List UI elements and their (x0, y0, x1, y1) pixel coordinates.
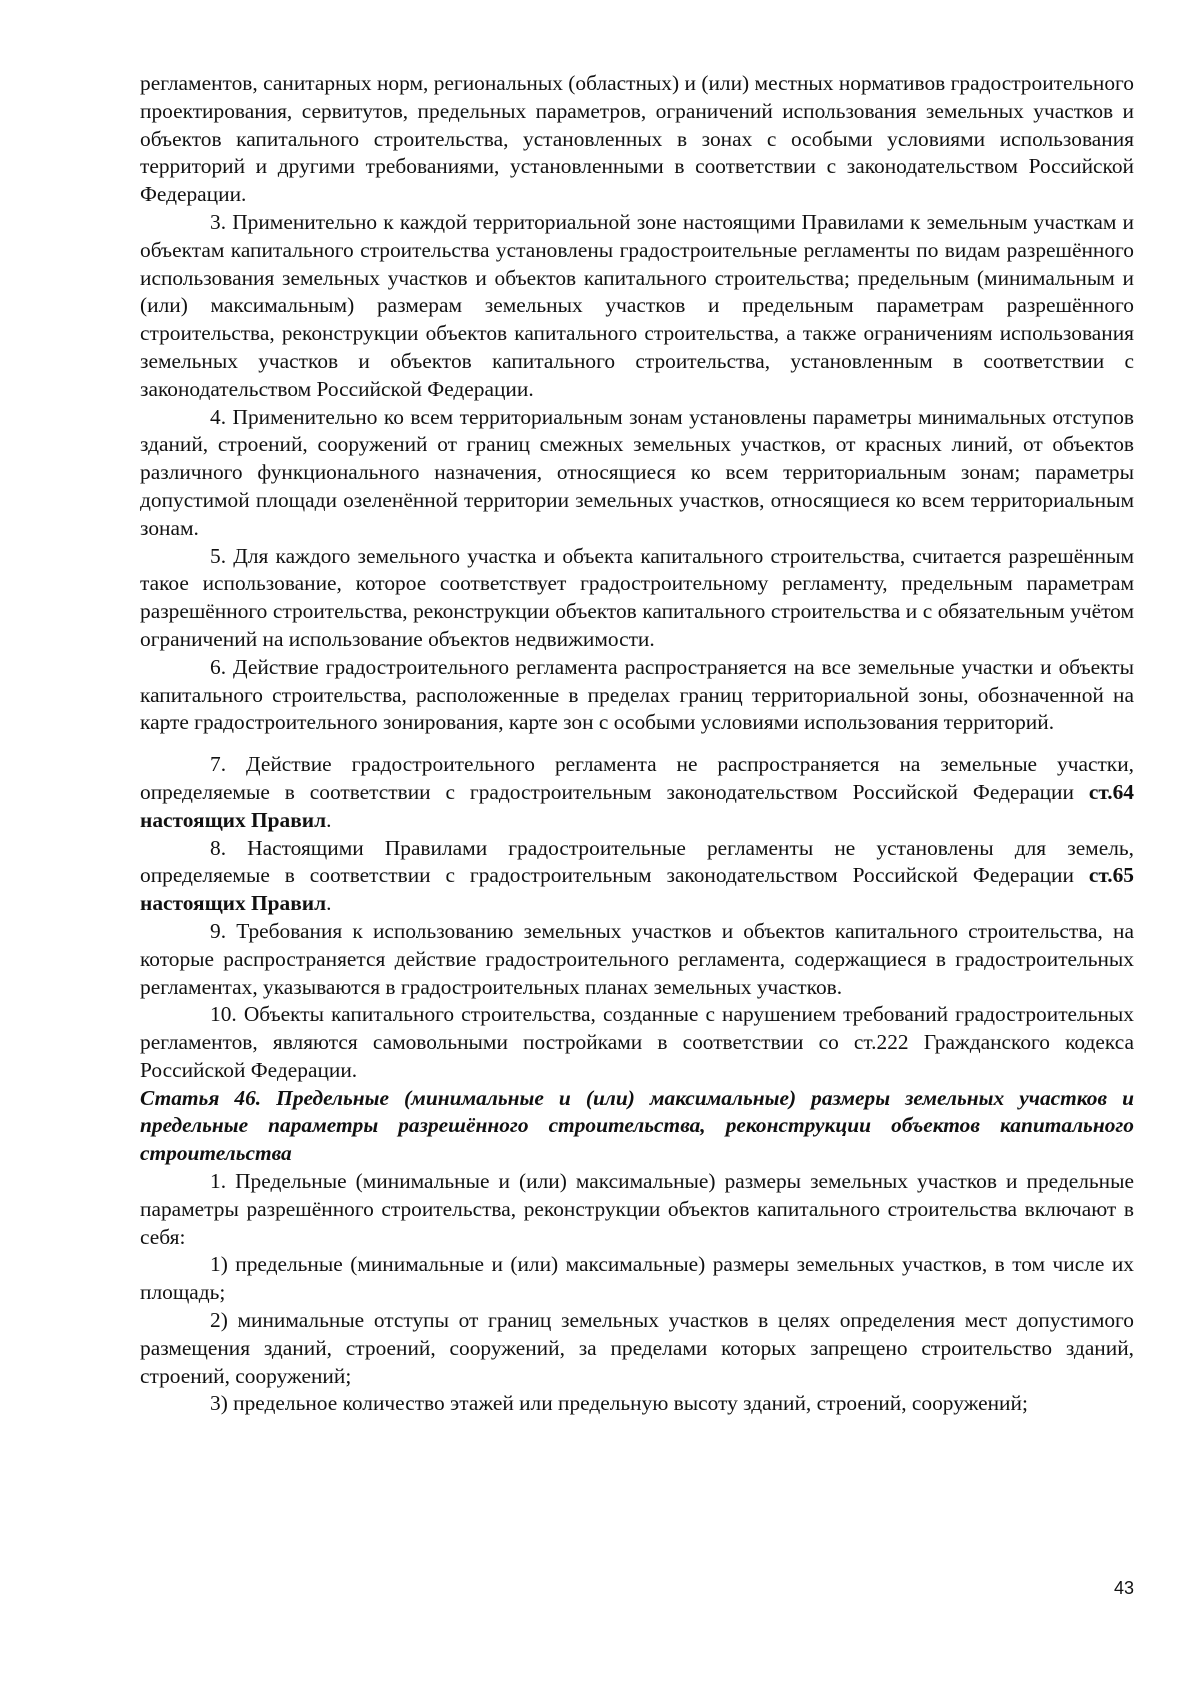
document-body (140, 70, 1134, 1418)
paragraph-7 (140, 751, 1134, 834)
paragraph-5: 5. Для каждого земельного участка и объекта капитального строительства, считается разрешённым такое использование, которое соответствует градостроительному регламенту, предельным параметрам разрешённого строительства, реконструкции объектов капитального строительства и с обязательным учётом ограничений на использование объектов недвижимости. (140, 543, 1134, 651)
paragraph-continuation: регламентов, санитарных норм, региональных (областных) и (или) местных нормативов градостроительного проектирования, сервитутов, предельных параметров, ограничений использования земельных участков и объектов капитального строительства, установленных в зонах с особыми условиями использования территорий и другими требованиями, установленными в соответствии с законодательством Российской Федерации. (140, 71, 1134, 207)
paragraph-3: 3. Применительно к каждой территориальной зоне настоящими Правилами к земельным участкам и объектам капитального строительства установлены градостроительные регламенты по видам разрешённого использования земельных участков и объектов капитального строительства; предельным (минимальным и (или) максимальным) размерам земельных участков и предельным параметрам разрешённого строительства, реконструкции объектов капитального строительства, а также ограничениям использования земельных участков и объектов капитального строительства, установленным в соответствии с законодательством Российской Федерации. (140, 209, 1134, 401)
paragraph-8-text: 8. Настоящими Правилами градостроительные регламенты не установлены для земель, определяемые в соответствии с градостроительным законодательством Российской Федерации (140, 835, 1134, 888)
article-46-subitem-3: 3) предельное количество этажей или предельную высоту зданий, строений, сооружений; (210, 1391, 1028, 1416)
article-46-item-1: 1. Предельные (минимальные и (или) максимальные) размеры земельных участков и предельные параметры разрешённого строительства, реконструкции объектов капитального строительства включают в себя: (140, 1169, 1134, 1249)
paragraph-6: 6. Действие градостроительного регламента распространяется на все земельные участки и объекты капитального строительства, расположенные в пределах границ территориальной зоны, обозначенной на карте градостроительного зонирования, карте зон с особыми условиями использования территорий. (140, 654, 1134, 735)
article-46-subitem-2: 2) минимальные отступы от границ земельных участков в целях определения мест допустимого размещения зданий, строений, сооружений, за пределами которых запрещено строительство зданий, строений, сооружений; (140, 1308, 1134, 1388)
paragraph-8-period: . (326, 891, 332, 916)
paragraph-10: 10. Объекты капитального строительства, созданные с нарушением требований градостроительных регламентов, являются самовольными постройками в соответствии со ст.222 Гражданского кодекса Российской Федерации. (140, 1002, 1134, 1082)
paragraph-8-reference: ст.65 настоящих Правил (140, 863, 1134, 916)
paragraph-7-text: 7. Действие градостроительного регламента не распространяется на земельные участки, определяемые в соответствии с градостроительным законодательством Российской Федерации (140, 752, 1134, 804)
paragraph-7-period: . (326, 807, 332, 832)
article-46-subitem-1: 1) предельные (минимальные и (или) максимальные) размеры земельных участков, в том числе их площадь; (140, 1252, 1134, 1305)
page-number: 43 (1113, 1578, 1134, 1598)
article-46-heading: Статья 46. Предельные (минимальные и (или) максимальные) размеры земельных участков и предельные параметры разрешённого строительства, реконструкции объектов капитального строительства (140, 1085, 1134, 1166)
paragraph-8 (140, 835, 1134, 918)
paragraph-9: 9. Требования к использованию земельных участков и объектов капитального строительства, на которые распространяется действие градостроительного регламента, содержащиеся в градостроительных регламентах, указываются в градостроительных планах земельных участков. (140, 918, 1134, 999)
paragraph-7-reference: ст.64 настоящих Правил (140, 779, 1134, 832)
paragraph-4: 4. Применительно ко всем территориальным зонам установлены параметры минимальных отступов зданий, строений, сооружений от границ смежных земельных участков, от красных линий, от объектов различного функционального назначения, относящиеся ко всем территориальным зонам; параметры допустимой площади озеленённой территории земельных участков, относящиеся ко всем территориальным зонам. (140, 404, 1134, 540)
